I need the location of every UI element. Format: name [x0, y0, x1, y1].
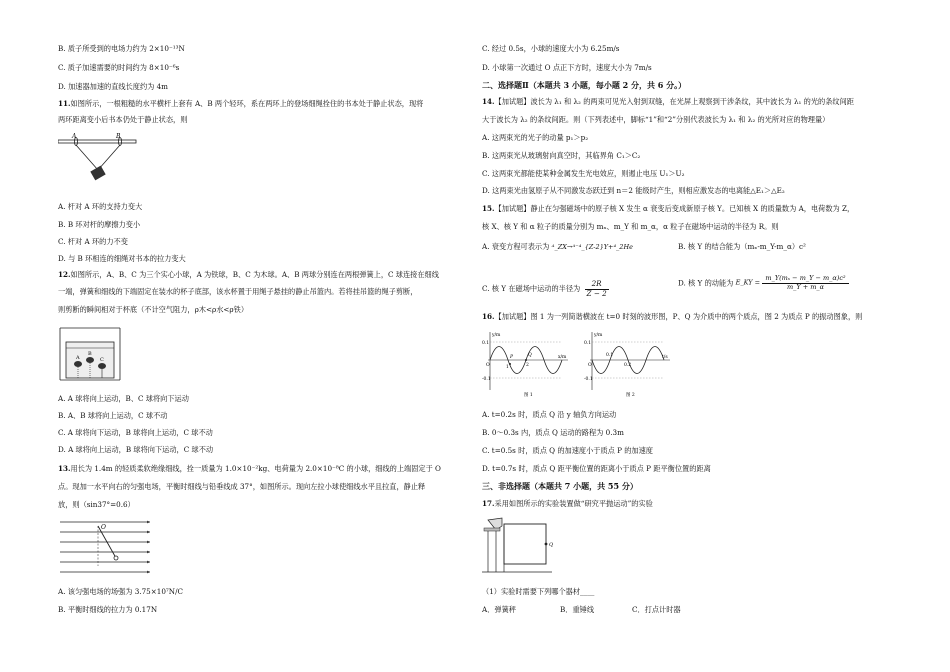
- q16-fig1-ybot: -0.1: [482, 377, 491, 382]
- q16-stem-text: 【加试题】图 1 为一列简谐横波在 t=0 时刻的波形图，P、Q 为介质中的两个质点，图 2 为质点 P 的振动图象，则: [494, 312, 863, 321]
- q16-fig1-tick-2: 2: [526, 363, 529, 368]
- q10-option-b: B. 质子所受到的电场力约为 2×10⁻¹³N: [58, 44, 185, 53]
- q17-figure: [482, 514, 572, 576]
- q16-fig2-origin: O: [588, 363, 592, 368]
- q17-sub1: （1）实验时需要下列哪个器材____: [482, 587, 595, 596]
- q15-kinetic-fraction: [762, 275, 848, 292]
- q11-stem-text: 如图所示，一根粗糙的水平横杆上套有 A、B 两个轻环，系在两环上的登场细绳拴住的书本处于静止状态，现将: [70, 99, 424, 108]
- q13-option-b: B. 平衡时细线的拉力为 0.17N: [58, 605, 158, 614]
- q11-stem-2: 两环距离变小后书本仍处于静止状态，则: [58, 115, 188, 124]
- q17-number: 17.: [482, 499, 495, 508]
- q14-number: 14.: [482, 97, 495, 106]
- q13-label-o: O: [101, 524, 106, 531]
- q16-figure-1: [482, 328, 572, 398]
- q16-fig2-ybot: -0.1: [584, 377, 593, 382]
- q13-ball: [114, 556, 118, 560]
- q15-option-d-text: D. 核 Y 的动能为: [678, 278, 734, 288]
- q15-decay-equation: ᴬ_ZX→ᴬ⁻⁴_{Z-2}Y+⁴_2He: [551, 243, 633, 251]
- q12-stem-3: 则剪断的瞬间相对于杯底（不计空气阻力，ρ木<ρ水<ρ铁）: [58, 305, 249, 314]
- q15-option-b: B. 核 Y 的结合能为（mₓ-m_Y-m_α）c²: [678, 242, 806, 251]
- q15-radius-fraction: [585, 280, 609, 298]
- q13-option-c: C. 经过 0.5s，小球的速度大小为 6.25m/s: [482, 44, 620, 53]
- q16-fig1-ytop: 0.1: [482, 341, 490, 346]
- q16-fig1-ylabel: y/m: [492, 333, 501, 338]
- q12-option-a: A. A 球将向上运动，B、C 球将向下运动: [58, 394, 189, 403]
- q16-option-c: C. t=0.5s 时，质点 Q 的加速度小于质点 P 的加速度: [482, 446, 653, 455]
- q14-stem-2: 大于波长为 λ₂ 的条纹间距。则（下列表述中，脚标“1”和“2”分别代表波长为 λ₁ 和 λ₂ 的光所对应的物理量）: [482, 115, 830, 124]
- q16-option-a: A. t=0.2s 时，质点 Q 沿 y 轴负方向运动: [482, 410, 617, 419]
- q11-figure: [58, 132, 138, 192]
- q16-fig1-label-p: P: [510, 355, 514, 360]
- q12-label-c: C: [100, 357, 104, 363]
- q15-option-a: [482, 243, 633, 252]
- q11-book: [90, 166, 105, 181]
- q12-label-a: A: [76, 355, 80, 361]
- q16-stem: [482, 313, 862, 322]
- q12-ball-c: [98, 363, 106, 369]
- q14-stem-text: 【加试题】波长为 λ₁ 和 λ₂ 的两束可见光入射到双缝，在光屏上观察到干涉条纹，其中波长为 λ₁ 的光的条纹间距: [494, 97, 854, 106]
- q16-fig1-caption: 图 1: [524, 393, 533, 398]
- q12-option-d: D. A 球将向上运动，B 球将向下运动，C 球不动: [58, 445, 214, 454]
- q14-option-c: C. 这两束光都能使某种金属发生光电效应，则遏止电压 U₁＞U₂: [482, 169, 685, 178]
- q15-option-d: [678, 275, 849, 292]
- q12-stem-1: [58, 271, 439, 280]
- q11-string-left: [76, 145, 98, 170]
- q10-option-d: D. 加速器加速的直线长度约为 4m: [58, 82, 168, 91]
- q10-option-c: C. 质子加速需要的时间约为 8×10⁻⁶s: [58, 63, 180, 72]
- q12-figure: [58, 324, 128, 384]
- q15-kinetic-denominator: m_Y + m_α: [786, 282, 825, 291]
- q11-option-b: B. B 环对杆的摩擦力变小: [58, 220, 141, 229]
- q16-fig1-label-q: Q: [528, 353, 532, 358]
- q16-fig2-tick-1: 0.1: [606, 353, 614, 358]
- q14-stem-1: [482, 98, 854, 107]
- q12-number: 12.: [58, 270, 71, 279]
- q16-fig1-tick-1: 1: [506, 365, 509, 370]
- q13-figure: [58, 516, 153, 578]
- q17-stem-text: 采用如图所示的实验装置做“研究平抛运动”的实验: [494, 499, 653, 508]
- q16-fig2-ylabel: y/m: [594, 333, 603, 338]
- q16-option-b: B. 0～0.3s 内，质点 Q 运动的路程为 0.3m: [482, 428, 624, 437]
- q11-option-a: A. 杆对 A 环的支持力变大: [58, 202, 143, 211]
- q16-fig2-ytop: 0.1: [584, 341, 592, 346]
- q16-fig1-point-q: [525, 359, 527, 361]
- q15-stem-1: [482, 205, 854, 214]
- q17-point-q: [545, 543, 548, 546]
- q12-ball-a: [74, 361, 82, 367]
- q13-stem-text: 用长为 1.4m 的轻质柔软绝缘细线，拴一质量为 1.0×10⁻²kg、电荷量为 2.0×10⁻⁸C 的小球，细线的上端固定于 O: [70, 464, 441, 473]
- q16-fig1-origin: O: [486, 363, 490, 368]
- q15-option-c: [482, 280, 609, 298]
- q12-label-b: B: [88, 351, 92, 357]
- q16-fig2-xlabel: t/s: [662, 355, 668, 360]
- q16-fig1-point-p: [509, 363, 511, 365]
- q13-stem-1: [58, 465, 441, 474]
- q15-kinetic-numerator: m_Y(mₓ − m_Y − m_α)c²: [762, 275, 848, 284]
- q15-stem-text: 【加试题】静止在匀强磁场中的原子核 X 发生 α 衰变后变成新原子核 Y。已知核 X 的质量数为 A，电荷数为 Z，: [494, 204, 855, 213]
- q12-ball-b: [86, 357, 94, 363]
- q17-board: [504, 524, 546, 564]
- q16-fig1-xlabel: x/m: [558, 355, 567, 360]
- q13-stem-2: 点。现加一水平向右的匀强电场，平衡时细线与铅垂线成 37°，如图所示。现向左拉小球使细线水平且拉直，静止释: [58, 482, 426, 491]
- q11-rod: [58, 140, 136, 143]
- q17-label-q: Q: [549, 542, 554, 548]
- q11-label-b: B: [116, 133, 121, 140]
- q12-stem-2: 一端，弹簧和细线的下端固定在装水的杯子底部，该水杯置于用绳子悬挂的静止吊篮内。若将挂吊篮的绳子剪断，: [58, 287, 418, 296]
- q11-stem-1: [58, 100, 423, 109]
- q12-stem-text: 如图所示，A、B、C 为三个实心小球，A 为铁球，B、C 为木球。A、B 两球分别连在两根弹簧上，C 球连接在细线: [70, 270, 439, 279]
- q15-stem-2: 核 X、核 Y 和 α 粒子的质量分别为 mₓ、m_Y 和 m_α，α 粒子在磁场中运动的半径为 R。则: [482, 222, 779, 231]
- section-3-heading: 三、非选择题（本题共 7 小题，共 55 分）: [482, 481, 638, 491]
- q16-option-d: D. t=0.7s 时，质点 Q 距平衡位置的距离小于质点 P 距平衡位置的距离: [482, 464, 711, 473]
- q13-option-d: D. 小球第一次通过 O 点正下方时，速度大小为 7m/s: [482, 63, 652, 72]
- q16-fig2-caption: 图 2: [626, 393, 635, 398]
- q16-number: 16.: [482, 312, 495, 321]
- q11-option-d: D. 与 B 环相连的细绳对书本的拉力变大: [58, 254, 186, 263]
- q14-option-d: D. 这两束光由氢原子从不同激发态跃迁到 n＝2 能级时产生，则相应激发态的电离能△E₁＞△E₂: [482, 186, 785, 195]
- q13-stem-3: 放，则（sin37°=0.6）: [58, 500, 135, 509]
- q11-label-a: A: [72, 133, 77, 140]
- q13-option-a: A. 该匀强电场的场强为 3.75×10⁷N/C: [58, 587, 183, 596]
- q15-kinetic-lhs: E_KY =: [735, 278, 761, 287]
- q11-string-right: [98, 145, 120, 170]
- q15-option-a-text: A. 衰变方程可表示为: [482, 242, 550, 251]
- q15-radius-numerator: 2R: [585, 280, 609, 290]
- q16-fig2-tick-2: 0.2: [624, 363, 632, 368]
- q12-option-b: B. A、B 球将向上运动，C 球不动: [58, 411, 168, 420]
- q14-option-b: B. 这两束光从玻璃射向真空时，其临界角 C₁＞C₂: [482, 151, 641, 160]
- q17-choice-c: C．打点计时器: [632, 605, 681, 614]
- q17-desk-top: [484, 528, 500, 531]
- q12-option-c: C. A 球将向下运动，B 球将向上运动，C 球不动: [58, 428, 213, 437]
- q14-option-a: A. 这两束光的光子的动量 p₁＞p₂: [482, 133, 589, 142]
- q15-option-c-text: C. 核 Y 在磁场中运动的半径为: [482, 284, 581, 294]
- q15-number: 15.: [482, 204, 495, 213]
- q11-number: 11.: [58, 99, 71, 108]
- q11-option-c: C. 杆对 A 环的力不变: [58, 237, 128, 246]
- q17-stem: [482, 500, 653, 509]
- q17-choice-b: B．重锤线: [560, 605, 595, 614]
- q17-choice-a: A．弹簧秤: [482, 605, 516, 614]
- q15-radius-denominator: Z − 2: [586, 288, 607, 298]
- q16-figure-2: [584, 328, 674, 398]
- section-2-heading: 二、选择题Ⅱ（本题共 3 小题，每小题 2 分，共 6 分。）: [482, 80, 687, 90]
- q13-number: 13.: [58, 464, 71, 473]
